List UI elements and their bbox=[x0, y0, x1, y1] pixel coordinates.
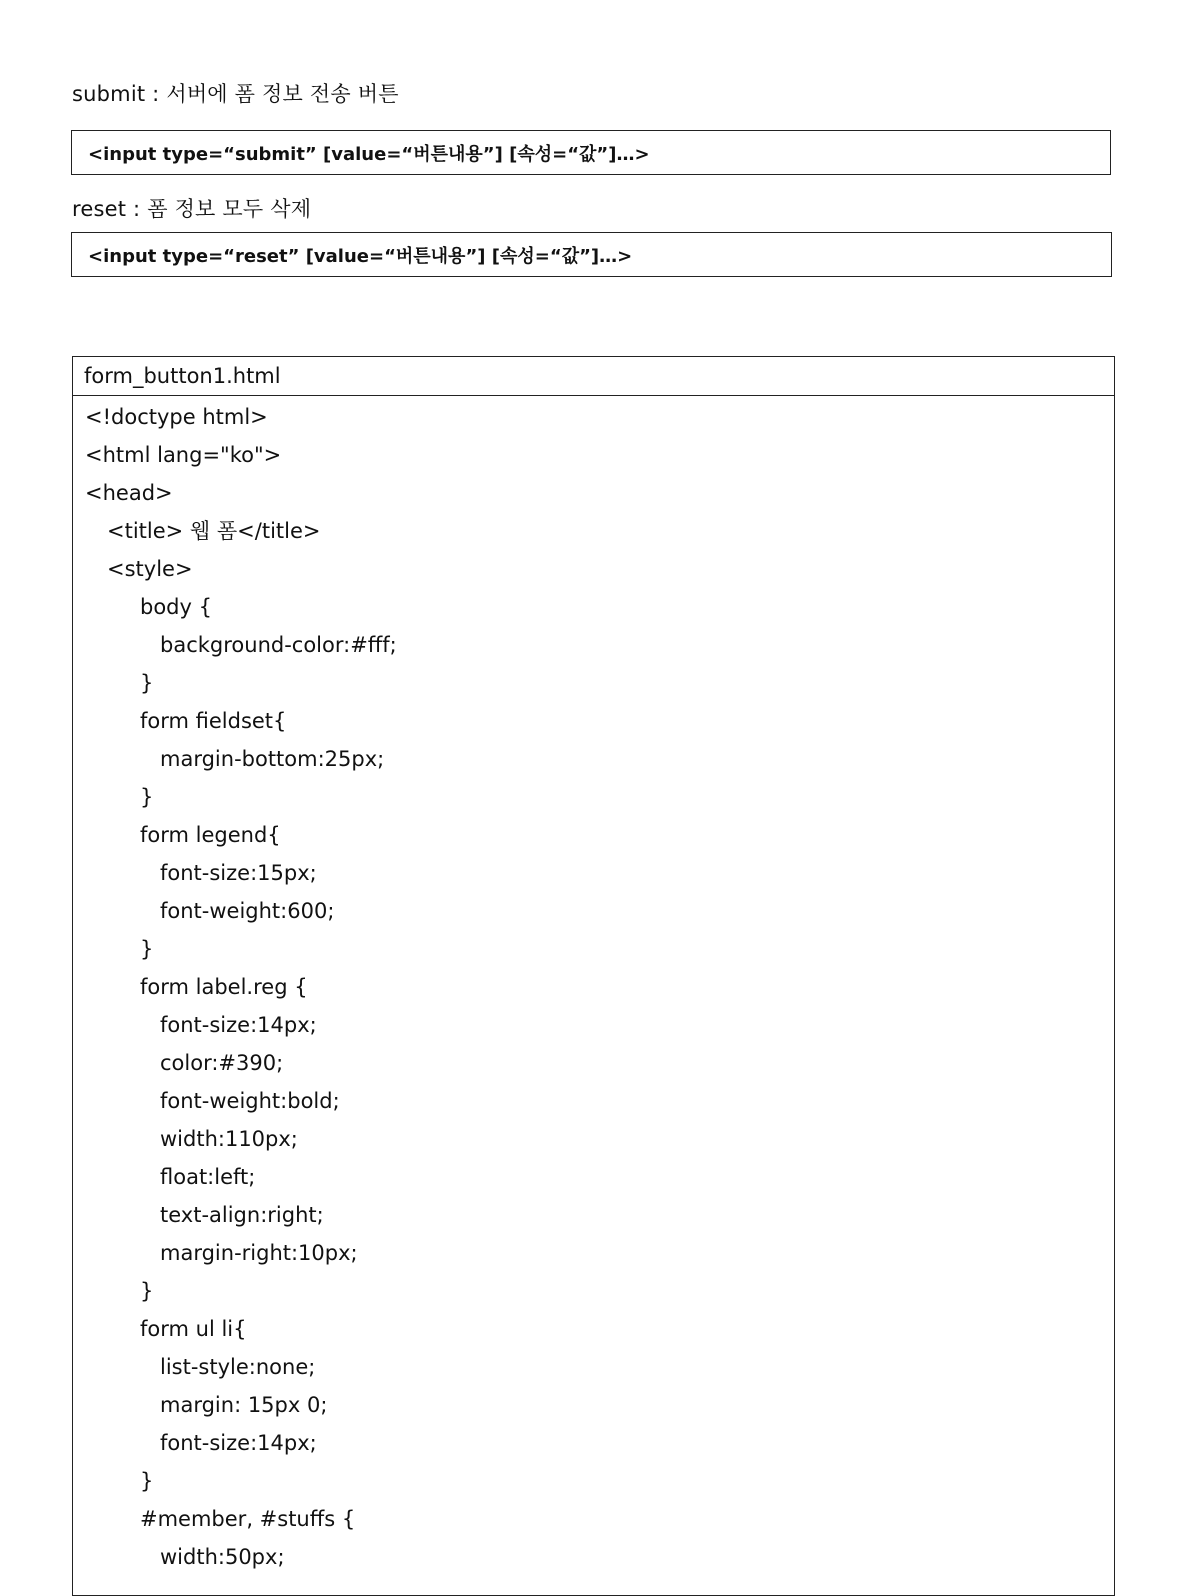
code-line: form legend{ bbox=[140, 823, 281, 847]
code-line: } bbox=[140, 785, 154, 809]
code-line: margin: 15px 0; bbox=[160, 1393, 328, 1417]
code-line: font-size:14px; bbox=[160, 1431, 317, 1455]
code-line: <!doctype html> bbox=[85, 405, 268, 429]
code-line: margin-right:10px; bbox=[160, 1241, 358, 1265]
submit-heading: submit : 서버에 폼 정보 전송 버튼 bbox=[72, 82, 399, 106]
code-line: font-weight:bold; bbox=[160, 1089, 340, 1113]
code-line: color:#390; bbox=[160, 1051, 284, 1075]
code-line: <title> 웹 폼</title> bbox=[107, 519, 321, 543]
code-line: <html lang="ko"> bbox=[85, 443, 282, 467]
reset-syntax-box: <input type=“reset” [value=“버튼내용”] [속성=“값”]…> bbox=[71, 232, 1112, 277]
reset-heading: reset : 폼 정보 모두 삭제 bbox=[72, 197, 312, 221]
code-line: form ul li{ bbox=[140, 1317, 247, 1341]
code-line: list-style:none; bbox=[160, 1355, 316, 1379]
code-line: <head> bbox=[85, 481, 173, 505]
code-line: text-align:right; bbox=[160, 1203, 324, 1227]
code-example-table bbox=[72, 356, 1115, 1596]
code-line: form fieldset{ bbox=[140, 709, 287, 733]
code-line: width:50px; bbox=[160, 1545, 285, 1569]
code-line: background-color:#fff; bbox=[160, 633, 397, 657]
code-line: } bbox=[140, 671, 154, 695]
code-line: font-size:14px; bbox=[160, 1013, 317, 1037]
code-line: width:110px; bbox=[160, 1127, 298, 1151]
code-line: #member, #stuffs { bbox=[140, 1507, 356, 1531]
code-line: form label.reg { bbox=[140, 975, 308, 999]
code-line: margin-bottom:25px; bbox=[160, 747, 385, 771]
code-line: <style> bbox=[107, 557, 193, 581]
code-line: } bbox=[140, 1469, 154, 1493]
code-line: float:left; bbox=[160, 1165, 256, 1189]
code-filename: form_button1.html bbox=[73, 357, 1114, 396]
code-line: } bbox=[140, 937, 154, 961]
submit-syntax-box: <input type=“submit” [value=“버튼내용”] [속성=“값”]…> bbox=[71, 130, 1111, 175]
code-line: } bbox=[140, 1279, 154, 1303]
code-line: font-size:15px; bbox=[160, 861, 317, 885]
code-line: body { bbox=[140, 595, 212, 619]
code-line: font-weight:600; bbox=[160, 899, 335, 923]
